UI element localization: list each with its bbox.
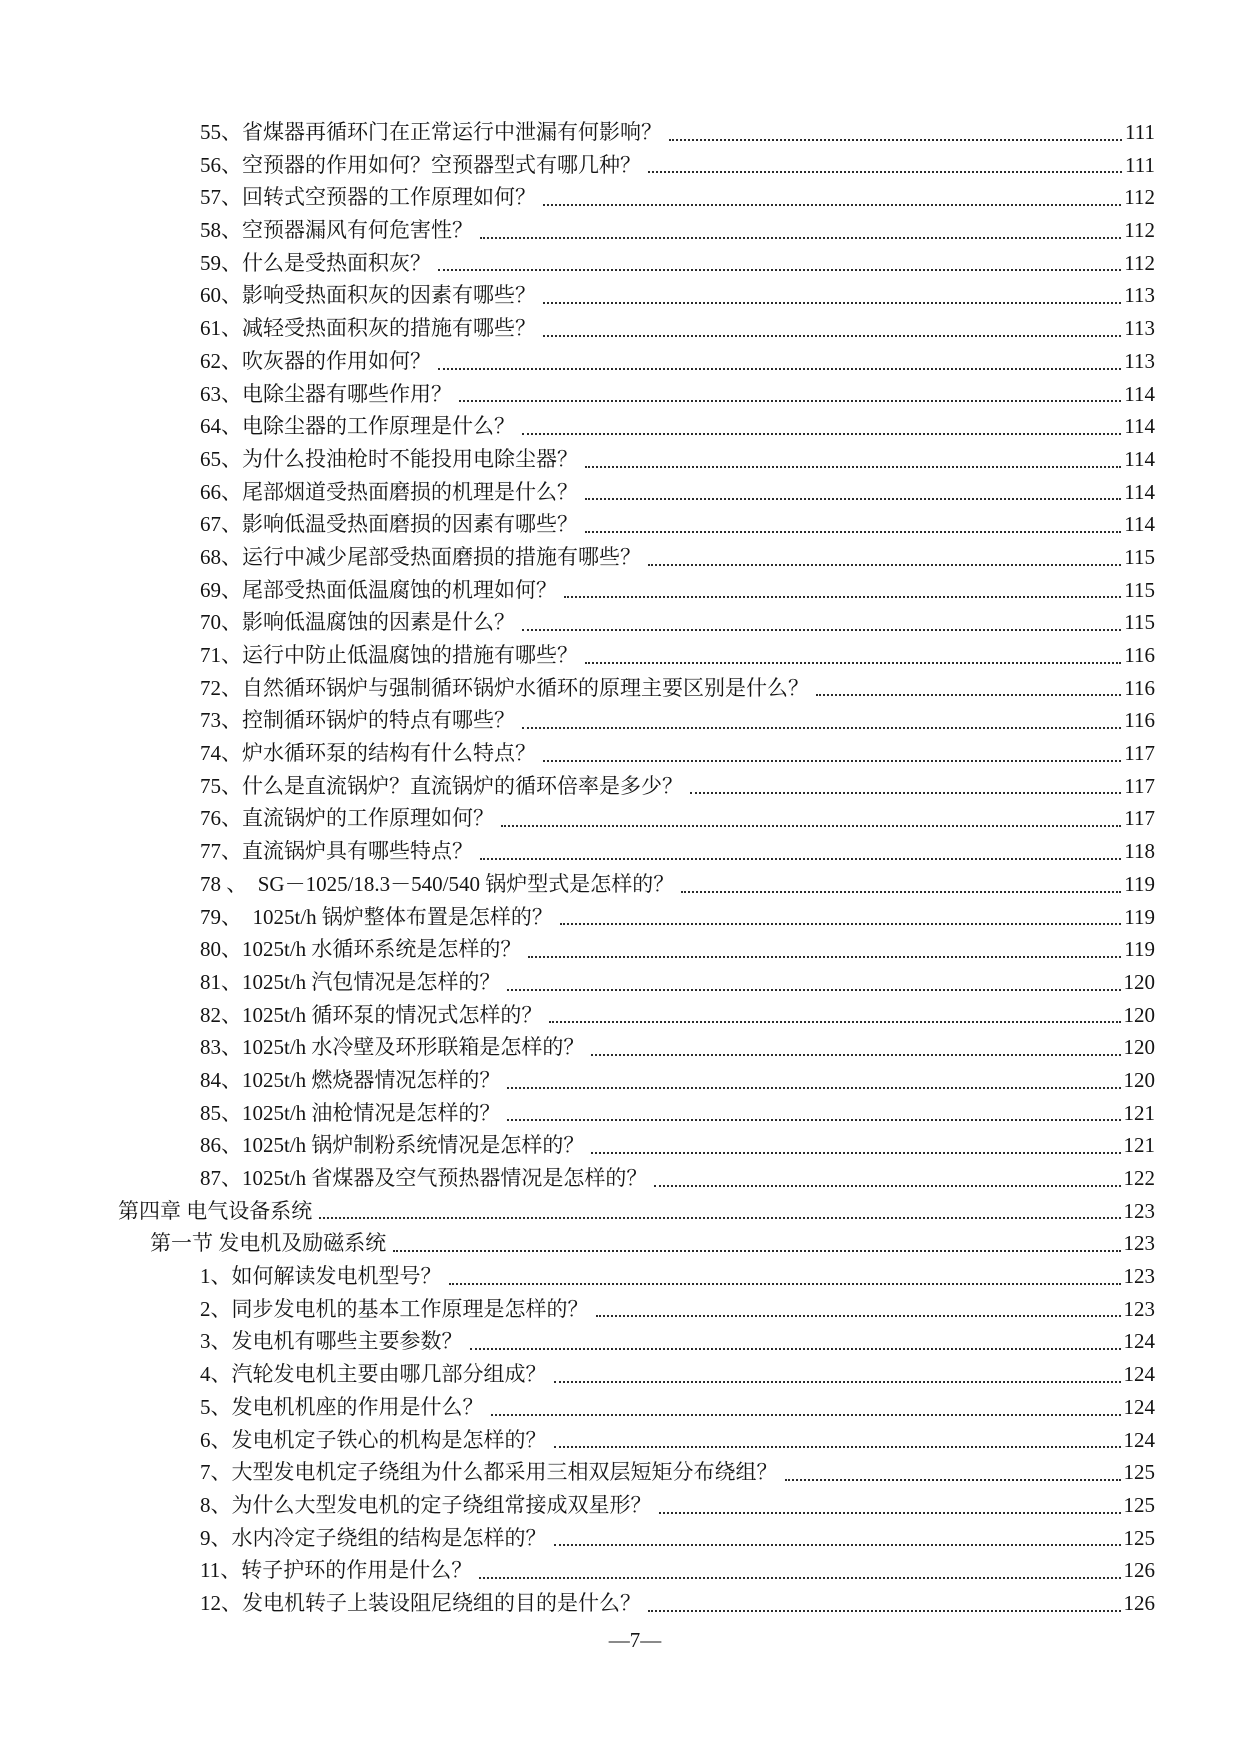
toc-entry-label: 73、控制循环锅炉的特点有哪些？	[200, 708, 515, 733]
toc-entry	[0, 868, 1240, 901]
toc-entry-page: 112	[1124, 250, 1155, 275]
toc-entry-label: 62、吹灰器的作用如何？	[200, 348, 431, 373]
toc-entry	[0, 149, 1240, 182]
toc-entry	[0, 410, 1240, 443]
toc-entry-page: 116	[1124, 708, 1155, 733]
toc-entry	[0, 1260, 1240, 1293]
toc-entry	[0, 1195, 1240, 1228]
toc-entry-label: 75、什么是直流锅炉？直流锅炉的循环倍率是多少？	[200, 773, 683, 798]
toc-entry-label: 86、1025t/h 锅炉制粉系统情况是怎样的？	[200, 1133, 585, 1158]
toc-entry	[0, 966, 1240, 999]
toc-entry-label: 58、空预器漏风有何危害性？	[200, 218, 473, 243]
toc-entry-label: 79、 1025t/h 锅炉整体布置是怎样的？	[200, 904, 553, 929]
toc-entry	[0, 181, 1240, 214]
toc-entry-page: 114	[1124, 446, 1155, 471]
toc-entry-page: 119	[1124, 871, 1155, 896]
toc-entry-label: 81、1025t/h 汽包情况是怎样的？	[200, 969, 501, 994]
dot-leader	[669, 139, 1122, 141]
toc-entry-page: 113	[1124, 316, 1155, 341]
toc-entry-label: 69、尾部受热面低温腐蚀的机理如何？	[200, 577, 557, 602]
toc-entry	[0, 345, 1240, 378]
toc-entry	[0, 1489, 1240, 1522]
toc-entry-page: 123	[1123, 1231, 1155, 1256]
toc-entry-label: 55、省煤器再循环门在正常运行中泄漏有何影响？	[200, 120, 662, 144]
toc-entry-page: 112	[1124, 185, 1155, 210]
toc-entry-page: 124	[1123, 1394, 1155, 1419]
dot-leader	[501, 825, 1121, 827]
toc-entry-label: 3、发电机有哪些主要参数？	[200, 1329, 463, 1354]
toc-entry-label: 59、什么是受热面积灰？	[200, 250, 431, 275]
toc-entry	[0, 247, 1240, 280]
toc-entry-page: 112	[1124, 218, 1155, 243]
toc-entry-label: 74、炉水循环泵的结构有什么特点？	[200, 741, 536, 766]
toc-entry	[0, 574, 1240, 607]
toc-entry-page: 118	[1124, 839, 1155, 864]
toc-entry-page: 125	[1123, 1492, 1155, 1517]
toc-entry-label: 第一节 发电机及励磁系统	[150, 1231, 387, 1256]
dot-leader	[560, 923, 1121, 925]
dot-leader	[585, 662, 1121, 664]
toc-entry-label: 68、运行中减少尾部受热面磨损的措施有哪些？	[200, 544, 641, 569]
toc-entry-page: 125	[1123, 1525, 1155, 1550]
dot-leader	[522, 727, 1121, 729]
table-of-contents	[0, 116, 1240, 1620]
toc-entry	[0, 1097, 1240, 1130]
dot-leader	[681, 891, 1121, 893]
toc-entry-page: 126	[1123, 1590, 1155, 1615]
toc-entry-label: 8、为什么大型发电机的定子绕组常接成双星形？	[200, 1492, 652, 1517]
toc-entry-label: 65、为什么投油枪时不能投用电除尘器？	[200, 446, 578, 471]
toc-entry-page: 120	[1123, 1067, 1155, 1092]
toc-entry	[0, 476, 1240, 509]
toc-entry-page: 114	[1124, 381, 1155, 406]
toc-entry-page: 119	[1124, 937, 1155, 962]
dot-leader	[528, 956, 1121, 958]
toc-entry	[0, 1293, 1240, 1326]
dot-leader	[480, 858, 1121, 860]
toc-entry-page: 114	[1124, 414, 1155, 439]
toc-entry-label: 12、发电机转子上装设阻尼绕组的目的是什么？	[200, 1590, 641, 1615]
toc-entry-label: 2、同步发电机的基本工作原理是怎样的？	[200, 1296, 589, 1321]
toc-entry-page: 123	[1123, 1264, 1155, 1289]
toc-entry	[0, 704, 1240, 737]
toc-entry-page: 120	[1123, 1002, 1155, 1027]
toc-entry-page: 114	[1124, 512, 1155, 537]
toc-entry-page: 125	[1123, 1460, 1155, 1485]
dot-leader	[585, 531, 1121, 533]
toc-entry	[0, 1456, 1240, 1489]
dot-leader	[554, 1544, 1121, 1546]
toc-entry-label: 87、1025t/h 省煤器及空气预热器情况是怎样的？	[200, 1166, 648, 1190]
toc-entry-page: 121	[1123, 1100, 1155, 1125]
toc-entry	[0, 1162, 1240, 1195]
toc-entry-label: 9、水内冷定子绕组的结构是怎样的？	[200, 1525, 547, 1550]
toc-entry	[0, 1129, 1240, 1162]
toc-entry-label: 4、汽轮发电机主要由哪几部分组成？	[200, 1362, 547, 1387]
toc-entry-page: 124	[1123, 1427, 1155, 1452]
toc-entry-label: 77、直流锅炉具有哪些特点？	[200, 839, 473, 864]
toc-entry-label: 72、自然循环锅炉与强制循环锅炉水循环的原理主要区别是什么？	[200, 675, 809, 700]
toc-entry	[0, 443, 1240, 476]
toc-entry-label: 61、减轻受热面积灰的措施有哪些？	[200, 316, 536, 341]
toc-entry-page: 116	[1124, 675, 1155, 700]
toc-entry	[0, 1587, 1240, 1620]
toc-entry	[0, 1064, 1240, 1097]
toc-entry-label: 80、1025t/h 水循环系统是怎样的？	[200, 937, 522, 962]
dot-leader	[507, 1087, 1120, 1089]
toc-entry	[0, 1227, 1240, 1260]
toc-entry-label: 5、发电机机座的作用是什么？	[200, 1394, 484, 1419]
toc-entry	[0, 312, 1240, 345]
dot-leader	[596, 1315, 1121, 1317]
dot-leader	[507, 1119, 1120, 1121]
dot-leader	[648, 1610, 1121, 1612]
toc-entry-label: 76、直流锅炉的工作原理如何？	[200, 806, 494, 831]
dot-leader	[319, 1217, 1120, 1219]
toc-entry	[0, 639, 1240, 672]
dot-leader	[543, 302, 1121, 304]
toc-entry-label: 60、影响受热面积灰的因素有哪些？	[200, 283, 536, 308]
dot-leader	[785, 1479, 1121, 1481]
toc-entry-page: 121	[1123, 1133, 1155, 1158]
toc-entry	[0, 835, 1240, 868]
dot-leader	[393, 1250, 1120, 1252]
toc-entry-page: 120	[1123, 969, 1155, 994]
dot-leader	[648, 171, 1122, 173]
toc-entry	[0, 1325, 1240, 1358]
dot-leader	[470, 1348, 1121, 1350]
toc-entry-label: 57、回转式空预器的工作原理如何？	[200, 185, 536, 210]
dot-leader	[507, 989, 1120, 991]
dot-leader	[654, 1185, 1120, 1187]
toc-entry-label: 11、转子护环的作用是什么？	[200, 1558, 473, 1583]
dot-leader	[816, 694, 1121, 696]
toc-entry-label: 85、1025t/h 油枪情况是怎样的？	[200, 1100, 501, 1125]
toc-entry-page: 115	[1124, 577, 1155, 602]
toc-entry-page: 117	[1124, 806, 1155, 831]
toc-entry-page: 126	[1123, 1558, 1155, 1583]
dot-leader	[659, 1512, 1121, 1514]
toc-entry-page: 115	[1124, 610, 1155, 635]
toc-entry-label: 第四章 电气设备系统	[118, 1198, 313, 1223]
toc-entry-page: 113	[1124, 283, 1155, 308]
dot-leader	[690, 792, 1121, 794]
toc-entry	[0, 1522, 1240, 1555]
toc-entry	[0, 508, 1240, 541]
dot-leader	[480, 237, 1121, 239]
toc-entry-page: 113	[1124, 348, 1155, 373]
toc-entry	[0, 933, 1240, 966]
dot-leader	[522, 433, 1121, 435]
toc-entry-page: 119	[1124, 904, 1155, 929]
toc-entry	[0, 672, 1240, 705]
dot-leader	[522, 629, 1121, 631]
dot-leader	[554, 1446, 1121, 1448]
dot-leader	[549, 1021, 1120, 1023]
toc-entry	[0, 1031, 1240, 1064]
toc-entry-label: 56、空预器的作用如何？空预器型式有哪几种？	[200, 152, 641, 177]
toc-entry	[0, 378, 1240, 411]
dot-leader	[554, 1381, 1121, 1383]
toc-entry	[0, 770, 1240, 803]
dot-leader	[438, 368, 1121, 370]
toc-entry	[0, 999, 1240, 1032]
toc-entry-page: 111	[1125, 120, 1155, 144]
toc-entry-page: 124	[1123, 1329, 1155, 1354]
toc-entry-label: 66、尾部烟道受热面磨损的机理是什么？	[200, 479, 578, 504]
toc-entry-label: 7、大型发电机定子绕组为什么都采用三相双层短矩分布绕组？	[200, 1460, 778, 1485]
toc-entry-page: 115	[1124, 544, 1155, 569]
dot-leader	[459, 400, 1121, 402]
toc-entry	[0, 279, 1240, 312]
page-footer-number: —7—	[608, 1628, 662, 1652]
toc-entry	[0, 737, 1240, 770]
dot-leader	[564, 596, 1121, 598]
toc-entry-page: 117	[1124, 741, 1155, 766]
toc-entry-label: 83、1025t/h 水冷壁及环形联箱是怎样的？	[200, 1035, 585, 1060]
toc-entry-page: 122	[1123, 1166, 1155, 1190]
toc-entry-label: 6、发电机定子铁心的机构是怎样的？	[200, 1427, 547, 1452]
toc-entry	[0, 901, 1240, 934]
dot-leader	[591, 1054, 1120, 1056]
dot-leader	[543, 204, 1121, 206]
dot-leader	[449, 1283, 1121, 1285]
toc-entry-page: 114	[1124, 479, 1155, 504]
toc-entry-label: 64、电除尘器的工作原理是什么？	[200, 414, 515, 439]
toc-entry-page: 123	[1123, 1198, 1155, 1223]
toc-entry-label: 63、电除尘器有哪些作用？	[200, 381, 452, 406]
toc-entry-page: 117	[1124, 773, 1155, 798]
dot-leader	[648, 564, 1121, 566]
dot-leader	[543, 335, 1121, 337]
toc-entry	[0, 1358, 1240, 1391]
toc-entry	[0, 116, 1240, 149]
toc-entry-page: 124	[1123, 1362, 1155, 1387]
toc-entry-label: 70、影响低温腐蚀的因素是什么？	[200, 610, 515, 635]
toc-entry-page: 111	[1125, 152, 1155, 177]
dot-leader	[479, 1577, 1120, 1579]
toc-entry	[0, 541, 1240, 574]
toc-entry	[0, 802, 1240, 835]
toc-entry-label: 67、影响低温受热面磨损的因素有哪些？	[200, 512, 578, 537]
toc-entry-page: 120	[1123, 1035, 1155, 1060]
dot-leader	[491, 1414, 1121, 1416]
toc-entry	[0, 214, 1240, 247]
toc-entry	[0, 1424, 1240, 1457]
toc-entry-page: 123	[1123, 1296, 1155, 1321]
toc-entry-label: 84、1025t/h 燃烧器情况怎样的？	[200, 1067, 501, 1092]
toc-entry-label: 1、如何解读发电机型号？	[200, 1264, 442, 1289]
dot-leader	[585, 466, 1121, 468]
toc-entry	[0, 606, 1240, 639]
dot-leader	[543, 760, 1121, 762]
toc-entry	[0, 1391, 1240, 1424]
toc-entry-label: 71、运行中防止低温腐蚀的措施有哪些？	[200, 643, 578, 667]
toc-entry-label: 82、1025t/h 循环泵的情况式怎样的？	[200, 1002, 543, 1027]
dot-leader	[591, 1152, 1120, 1154]
toc-entry-page: 116	[1124, 643, 1155, 667]
toc-entry	[0, 1554, 1240, 1587]
toc-entry-label: 78 、 SG－1025/18.3－540/540 锅炉型式是怎样的？	[200, 871, 675, 896]
dot-leader	[585, 498, 1121, 500]
dot-leader	[438, 269, 1121, 271]
